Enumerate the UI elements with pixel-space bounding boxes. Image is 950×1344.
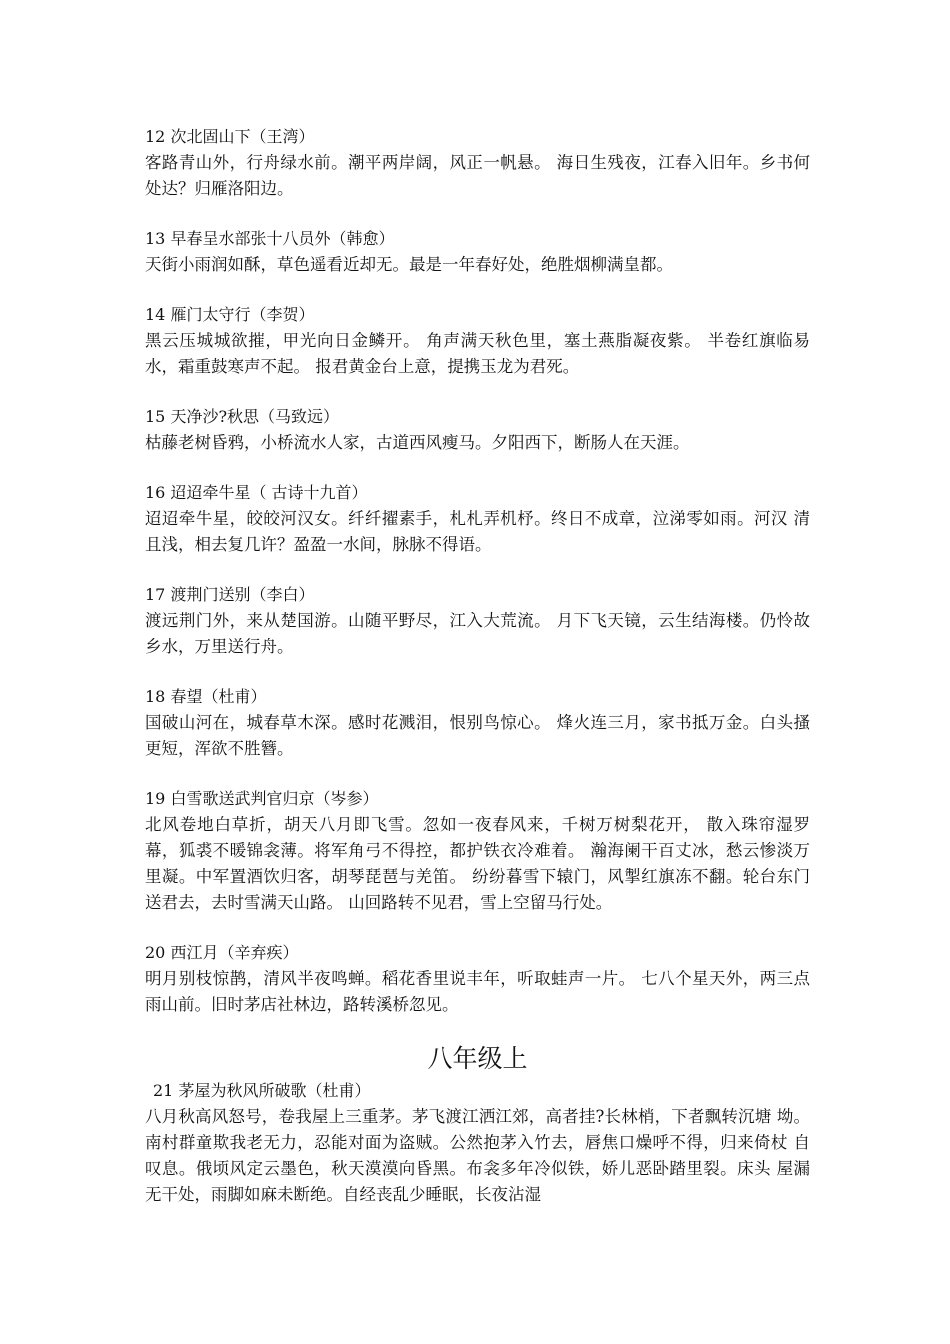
poem-body: 明月别枝惊鹊，清风半夜鸣蝉。稻花香里说丰年，听取蛙声一片。 七八个星天外，两三点雨山前。旧时茅店社林边，路转溪桥忽见。 xyxy=(145,969,810,1014)
poem-body: 八月秋高风怒号，卷我屋上三重茅。茅飞渡江洒江郊，高者挂?长林梢，下者飘转沉塘 坳。 南村群童欺我老无力，忍能对面为盗贼。公然抱茅入竹去，唇焦口燥呼不得，归来倚杖 自叹息。俄顷风定云墨色，秋天漠漠向昏黑。布衾多年冷似铁，娇儿恶卧踏里裂。床头 屋漏无干处，雨脚如麻未断绝。自经丧乱少睡眠，长夜沾湿 xyxy=(145,1107,810,1204)
poem-title: 12 次北固山下（王湾） xyxy=(145,127,315,146)
poem-body: 国破山河在，城春草木深。感时花溅泪，恨别鸟惊心。 烽火连三月，家书抵万金。白头搔更短，浑欲不胜簪。 xyxy=(145,713,810,758)
poem-15 xyxy=(145,406,810,456)
section-heading: 八年级上 xyxy=(427,1044,528,1073)
poem-body: 北风卷地白草折，胡天八月即飞雪。忽如一夜春风来，千树万树梨花开， 散入珠帘湿罗幕，狐裘不暖锦衾薄。将军角弓不得控，都护铁衣冷难着。 瀚海阑干百丈冰，愁云惨淡万里凝。中军置酒饮归客，胡琴琵琶与羌笛。 纷纷暮雪下辕门，风掣红旗冻不翻。轮台东门送君去，去时雪满天山路。 山回路转不见君，雪上空留马行处。 xyxy=(145,815,810,912)
document-page xyxy=(145,126,810,1234)
poem-21 xyxy=(145,1080,810,1208)
poem-title: 20 西江月（辛弃疾） xyxy=(145,943,299,962)
poem-14 xyxy=(145,304,810,380)
poem-body: 枯藤老树昏鸦，小桥流水人家，古道西风瘦马。夕阳西下，断肠人在天涯。 xyxy=(145,433,690,452)
poem-16 xyxy=(145,482,810,558)
poem-13 xyxy=(145,228,810,278)
poem-body: 渡远荆门外，来从楚国游。山随平野尽，江入大荒流。 月下飞天镜，云生结海楼。仍怜故乡水，万里送行舟。 xyxy=(145,611,810,656)
poem-20 xyxy=(145,942,810,1018)
poem-title: 15 天净沙?秋思（马致远） xyxy=(145,407,340,426)
poem-title: 18 春望（杜甫） xyxy=(145,687,267,706)
poem-title: 16 迢迢牵牛星（ 古诗十九首） xyxy=(145,483,368,502)
poem-body: 黑云压城城欲摧，甲光向日金鳞开。 角声满天秋色里，塞土燕脂凝夜紫。 半卷红旗临易水，霜重鼓寒声不起。 报君黄金台上意，提携玉龙为君死。 xyxy=(145,331,810,376)
poem-body: 客路青山外，行舟绿水前。潮平两岸阔，风正一帆悬。 海日生残夜，江春入旧年。乡书何处达？归雁洛阳边。 xyxy=(145,153,810,198)
poem-title: 14 雁门太守行（李贺） xyxy=(145,305,315,324)
poem-12 xyxy=(145,126,810,202)
poem-title: 17 渡荆门送别（李白） xyxy=(145,585,315,604)
poem-title: 19 白雪歌送武判官归京（岑参） xyxy=(145,789,379,808)
poem-body: 迢迢牵牛星，皎皎河汉女。纤纤擢素手，札札弄机杼。终日不成章，泣涕零如雨。河汉 清且浅，相去复几许？盈盈一水间，脉脉不得语。 xyxy=(145,509,810,554)
poem-19 xyxy=(145,788,810,916)
poem-18 xyxy=(145,686,810,762)
poem-title: 13 早春呈水部张十八员外（韩愈） xyxy=(145,229,395,248)
poem-title: 21 茅屋为秋风所破歌（杜甫） xyxy=(153,1081,371,1100)
poem-body: 天街小雨润如酥，草色遥看近却无。最是一年春好处，绝胜烟柳满皇都。 xyxy=(145,255,673,274)
poem-17 xyxy=(145,584,810,660)
